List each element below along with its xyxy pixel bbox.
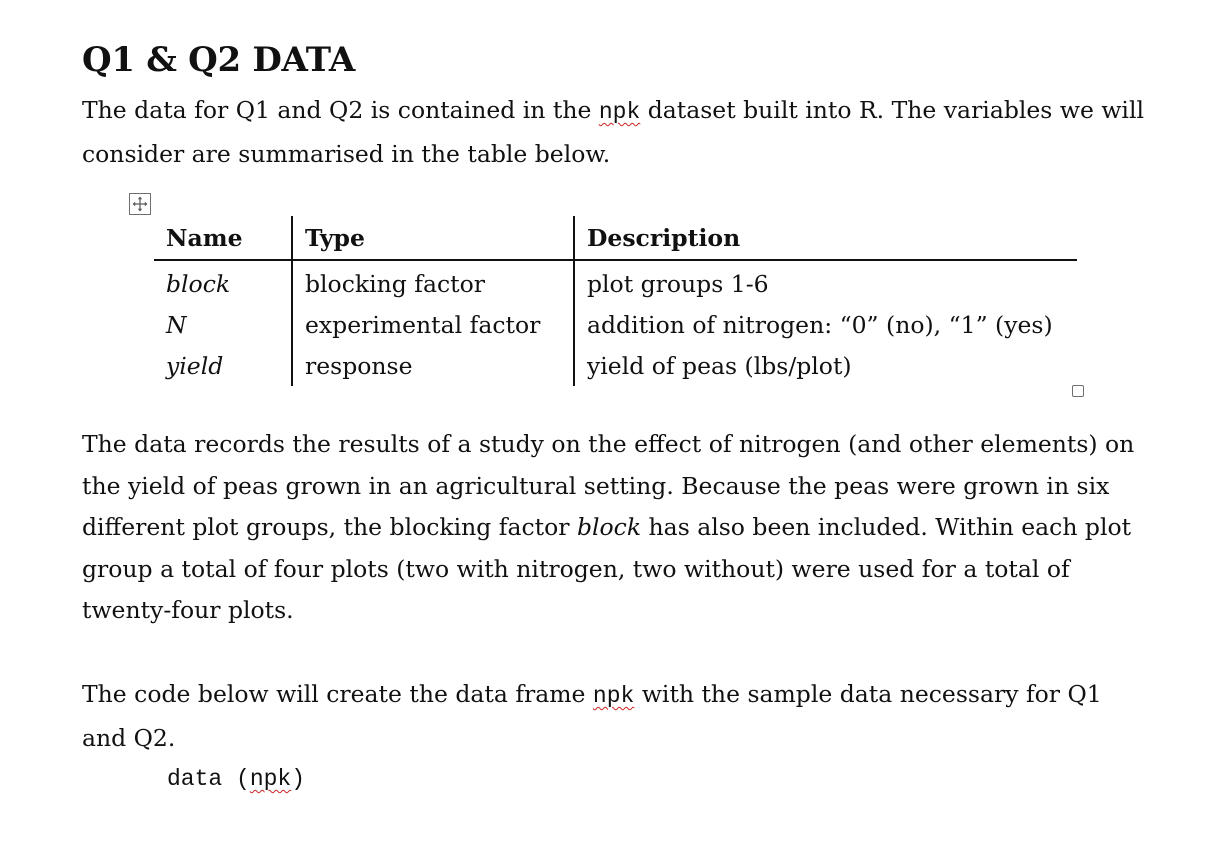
table-header-row (154, 216, 1077, 260)
inline-code-npk: npk (598, 99, 641, 125)
intro-text-after: dataset built into R. The variables we will consider are summarised in the table below. (82, 96, 1144, 168)
inline-code-npk: npk (592, 683, 635, 709)
four-way-arrow-icon (132, 196, 148, 212)
code-argument: npk (249, 766, 292, 792)
study-text-before: The data records the results of a study on the effect of nitrogen (and other elements) on the yield of peas grown in an agricultural setting. Because the peas were grown in six different plot groups, the blocking factor (82, 430, 1135, 541)
header-type: Type (292, 216, 574, 260)
cell-type: experimental factor (292, 304, 574, 345)
variables-table (154, 216, 1077, 386)
intro-paragraph (82, 90, 1152, 175)
cell-name: block (166, 269, 231, 298)
table-move-handle[interactable] (129, 193, 151, 215)
header-name: Name (154, 216, 292, 260)
table-row (154, 260, 1077, 304)
section-heading: Q1 & Q2 DATA (82, 40, 355, 80)
code-intro-paragraph (82, 674, 1152, 759)
code-block (167, 762, 305, 796)
cell-description: plot groups 1-6 (574, 260, 1077, 304)
study-text-after: has also been included. Within each plot group a total of four plots (two with nitrogen, two without) were used for a total of twenty-four plots. (82, 513, 1132, 624)
cell-name: yield (166, 351, 224, 380)
study-paragraph (82, 424, 1152, 632)
cell-description: addition of nitrogen: “0” (no), “1” (yes) (574, 304, 1077, 345)
resize-handle-icon[interactable] (1072, 385, 1084, 397)
code-suffix: ) (291, 766, 306, 792)
header-description: Description (574, 216, 1077, 260)
cell-type: blocking factor (292, 260, 574, 304)
study-emphasis: block (576, 513, 642, 541)
cell-type: response (292, 345, 574, 386)
code-intro-before: The code below will create the data frame (82, 680, 593, 708)
cell-name: N (166, 310, 187, 339)
cell-description: yield of peas (lbs/plot) (574, 345, 1077, 386)
intro-text-before: The data for Q1 and Q2 is contained in the (82, 96, 599, 124)
table-row (154, 345, 1077, 386)
code-intro-after: with the sample data necessary for Q1 and Q2. (82, 680, 1102, 752)
code-prefix: data ( (167, 766, 250, 792)
table-row (154, 304, 1077, 345)
